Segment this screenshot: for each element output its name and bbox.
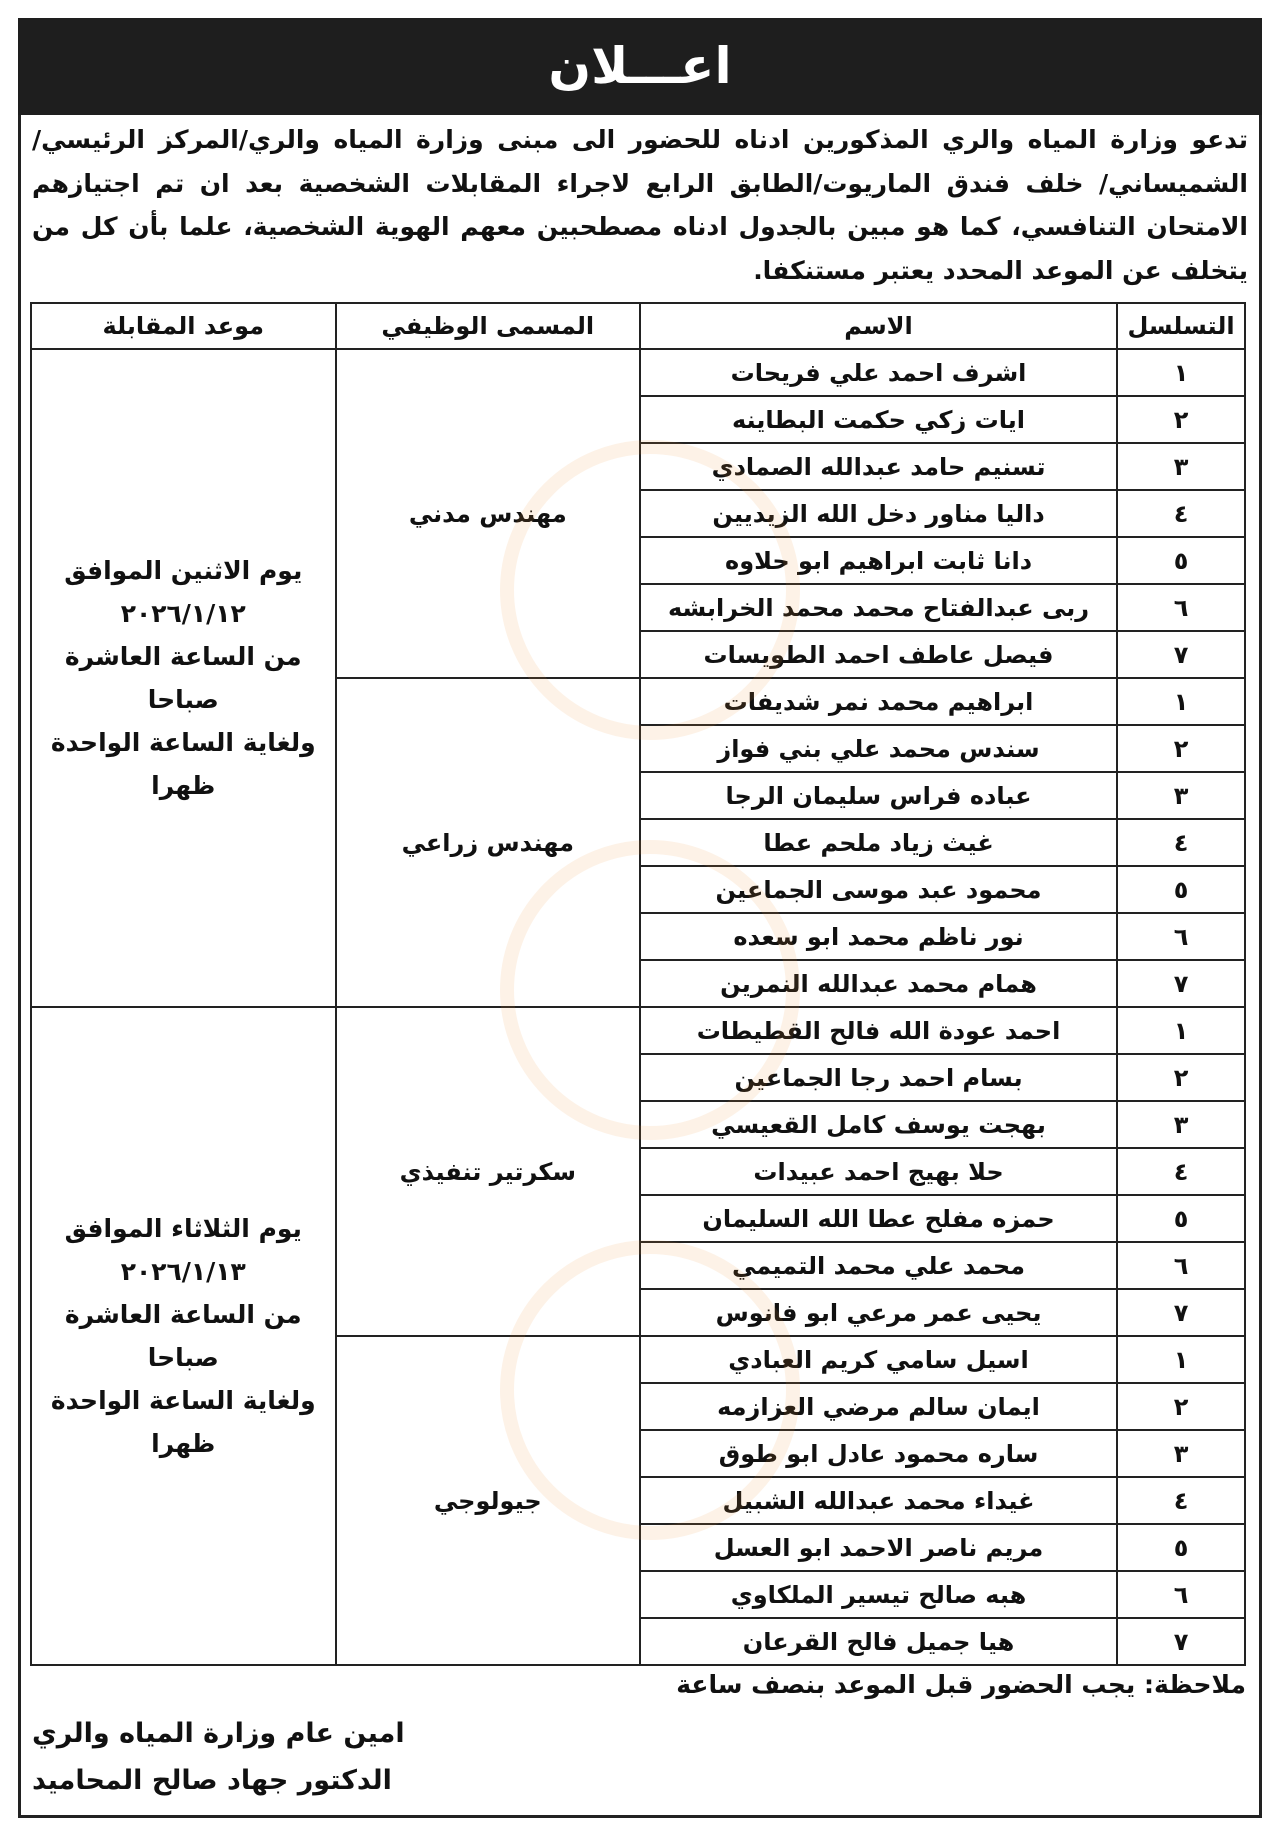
date-line: ظهرا xyxy=(151,1429,216,1458)
name-cell: مريم ناصر الاحمد ابو العسل xyxy=(640,1524,1117,1571)
serial-cell: ٤ xyxy=(1117,819,1245,866)
serial-cell: ٦ xyxy=(1117,913,1245,960)
serial-cell: ١ xyxy=(1117,349,1245,396)
serial-cell: ٢ xyxy=(1117,1054,1245,1101)
serial-cell: ٧ xyxy=(1117,1289,1245,1336)
date-line: صباحا xyxy=(147,1343,219,1372)
date-line: من الساعة العاشرة xyxy=(64,1300,302,1329)
name-cell: ايات زكي حكمت البطاينه xyxy=(640,396,1117,443)
serial-cell: ٧ xyxy=(1117,1618,1245,1665)
name-cell: همام محمد عبدالله النمرين xyxy=(640,960,1117,1007)
name-cell: اشرف احمد علي فريحات xyxy=(640,349,1117,396)
intro-paragraph: تدعو وزارة المياه والري المذكورين ادناه للحضور الى مبنى وزارة المياه والري/المركز الرئيسي/ الشميساني/ خلف فندق الماريوت/الطابق الرابع لاجراء المقابلات الشخصية بعد ان تم اجتيازهم الامتحان التنافسي، كما هو مبين بالجدول ادناه مصطحبين معهم الهوية الشخصية، علما بأن كل من يتخلف عن الموعد المحدد يعتبر مستنكفا. xyxy=(32,125,1248,285)
serial-cell: ٥ xyxy=(1117,1195,1245,1242)
serial-cell: ١ xyxy=(1117,1336,1245,1383)
date-line: ٢٠٢٦/١/١٢ xyxy=(120,599,246,628)
serial-cell: ٣ xyxy=(1117,443,1245,490)
serial-cell: ٣ xyxy=(1117,1101,1245,1148)
header-serial: التسلسل xyxy=(1117,303,1245,349)
name-cell: ايمان سالم مرضي العزازمه xyxy=(640,1383,1117,1430)
serial-cell: ٤ xyxy=(1117,1477,1245,1524)
serial-cell: ٧ xyxy=(1117,960,1245,1007)
header-job-title: المسمى الوظيفي xyxy=(336,303,640,349)
name-cell: دانا ثابت ابراهيم ابو حلاوه xyxy=(640,537,1117,584)
name-cell: نور ناظم محمد ابو سعده xyxy=(640,913,1117,960)
serial-cell: ١ xyxy=(1117,1007,1245,1054)
name-cell: محمود عبد موسى الجماعين xyxy=(640,866,1117,913)
serial-cell: ٦ xyxy=(1117,1242,1245,1289)
name-cell: هيا جميل فالح القرعان xyxy=(640,1618,1117,1665)
serial-cell: ٥ xyxy=(1117,1524,1245,1571)
date-line: ظهرا xyxy=(151,771,216,800)
name-cell: حلا بهيج احمد عبيدات xyxy=(640,1148,1117,1195)
name-cell: غيث زياد ملحم عطا xyxy=(640,819,1117,866)
name-cell: ربى عبدالفتاح محمد محمد الخرابشه xyxy=(640,584,1117,631)
date-line: ولغاية الساعة الواحدة xyxy=(50,728,316,757)
date-line: يوم الثلاثاء الموافق xyxy=(64,1214,302,1243)
serial-cell: ٦ xyxy=(1117,1571,1245,1618)
header-interview-date: موعد المقابلة xyxy=(31,303,336,349)
name-cell: سندس محمد علي بني فواز xyxy=(640,725,1117,772)
name-cell: فيصل عاطف احمد الطويسات xyxy=(640,631,1117,678)
name-cell: يحيى عمر مرعي ابو فانوس xyxy=(640,1289,1117,1336)
serial-cell: ١ xyxy=(1117,678,1245,725)
date-line: صباحا xyxy=(147,685,219,714)
serial-cell: ٦ xyxy=(1117,584,1245,631)
name-cell: بسام احمد رجا الجماعين xyxy=(640,1054,1117,1101)
date-line: ٢٠٢٦/١/١٣ xyxy=(120,1257,246,1286)
serial-cell: ٢ xyxy=(1117,396,1245,443)
name-cell: بهجت يوسف كامل القعيسي xyxy=(640,1101,1117,1148)
name-cell: غيداء محمد عبدالله الشبيل xyxy=(640,1477,1117,1524)
job-title-cell: سكرتير تنفيذي xyxy=(336,1007,640,1336)
date-line: يوم الاثنين الموافق xyxy=(64,556,303,585)
job-title-cell: مهندس مدني xyxy=(336,349,640,678)
name-cell: عباده فراس سليمان الرجا xyxy=(640,772,1117,819)
job-title-cell: مهندس زراعي xyxy=(336,678,640,1007)
interview-date-cell xyxy=(31,1007,336,1665)
serial-cell: ٥ xyxy=(1117,866,1245,913)
table-row xyxy=(31,1007,1245,1054)
note: ملاحظة: يجب الحضور قبل الموعد بنصف ساعة xyxy=(676,1670,1246,1699)
name-cell: ابراهيم محمد نمر شديفات xyxy=(640,678,1117,725)
job-title-cell: جيولوجي xyxy=(336,1336,640,1665)
announcement-title: اعـــلان xyxy=(18,18,1262,115)
name-cell: هبه صالح تيسير الملكاوي xyxy=(640,1571,1117,1618)
serial-cell: ٣ xyxy=(1117,1430,1245,1477)
name-cell: ساره محمود عادل ابو طوق xyxy=(640,1430,1117,1477)
name-cell: حمزه مفلح عطا الله السليمان xyxy=(640,1195,1117,1242)
serial-cell: ٢ xyxy=(1117,725,1245,772)
name-cell: داليا مناور دخل الله الزيديين xyxy=(640,490,1117,537)
name-cell: احمد عودة الله فالح القطيطات xyxy=(640,1007,1117,1054)
name-cell: اسيل سامي كريم العبادي xyxy=(640,1336,1117,1383)
serial-cell: ٤ xyxy=(1117,1148,1245,1195)
date-line: من الساعة العاشرة xyxy=(64,642,302,671)
serial-cell: ٣ xyxy=(1117,772,1245,819)
header-name: الاسم xyxy=(640,303,1117,349)
interview-date-cell xyxy=(31,349,336,1007)
signature-title: امين عام وزارة المياه والري xyxy=(32,1718,405,1749)
serial-cell: ٤ xyxy=(1117,490,1245,537)
serial-cell: ٧ xyxy=(1117,631,1245,678)
signature-name: الدكتور جهاد صالح المحاميد xyxy=(32,1765,392,1796)
interview-table xyxy=(30,302,1246,1666)
name-cell: محمد علي محمد التميمي xyxy=(640,1242,1117,1289)
date-line: ولغاية الساعة الواحدة xyxy=(50,1386,316,1415)
serial-cell: ٢ xyxy=(1117,1383,1245,1430)
name-cell: تسنيم حامد عبدالله الصمادي xyxy=(640,443,1117,490)
table-row xyxy=(31,349,1245,396)
serial-cell: ٥ xyxy=(1117,537,1245,584)
